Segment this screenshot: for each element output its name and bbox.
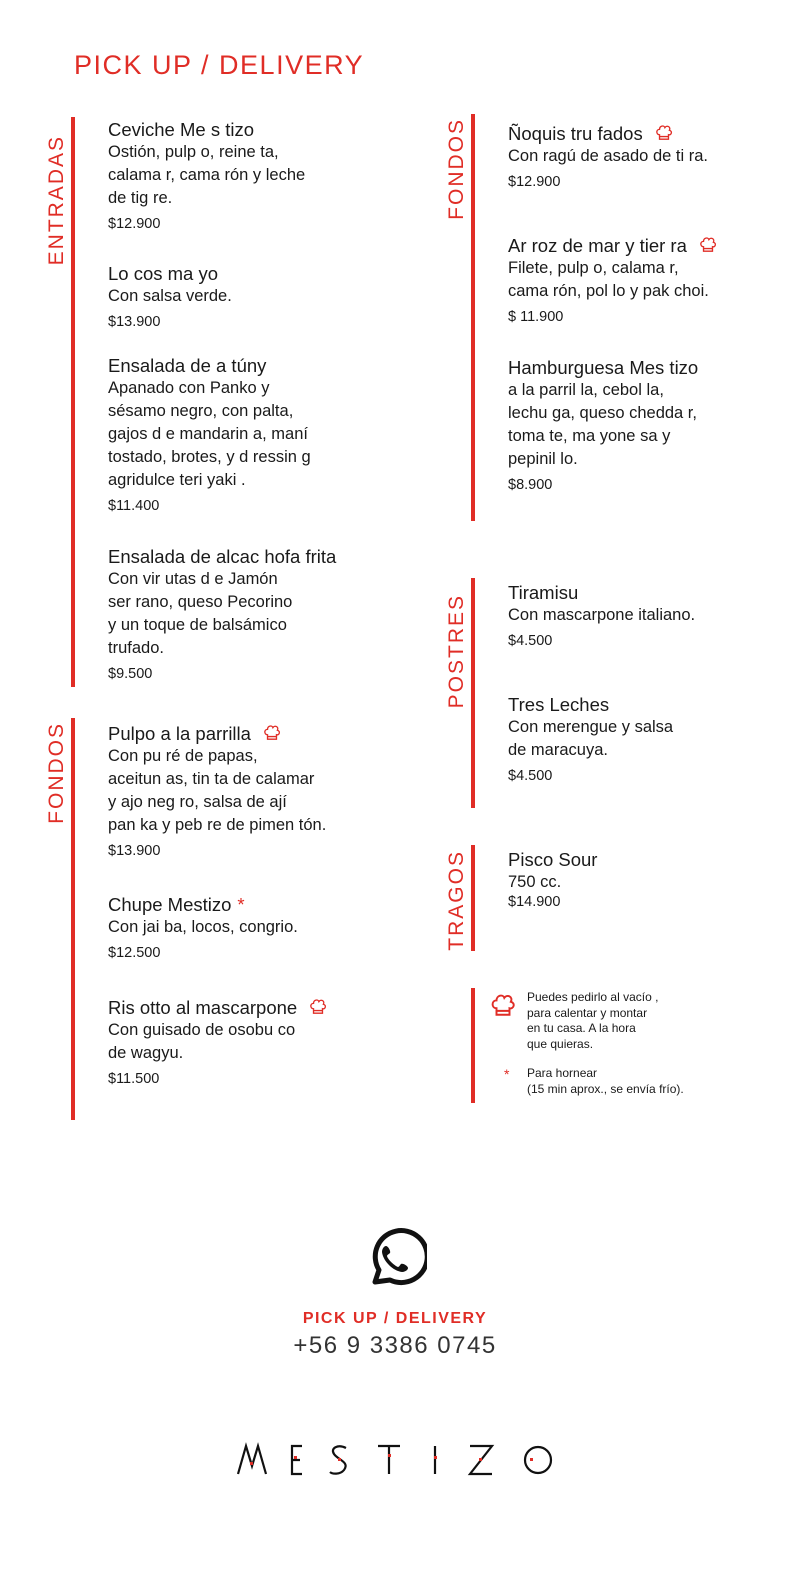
mestizo-logo — [230, 1432, 560, 1492]
item-price: $12.900 — [508, 174, 561, 190]
item-price: $9.500 — [108, 666, 153, 682]
section-label-fondos: FONDOS — [45, 722, 68, 824]
section-bar-tragos — [471, 845, 475, 951]
item-name: Tres Leches — [508, 694, 610, 715]
item-name: Ensalada de a túny — [108, 355, 267, 376]
item-name: Pisco Sour — [508, 849, 598, 870]
menu-item — [508, 581, 768, 649]
item-desc: Con merengue y salsa de maracuya. — [508, 718, 674, 759]
page-title: PICK UP / DELIVERY — [74, 50, 365, 80]
whatsapp-icon — [363, 1227, 427, 1291]
item-price: $4.500 — [508, 633, 553, 649]
item-desc: Con ragú de asado de ti ra. — [508, 147, 708, 165]
item-price: $11.500 — [108, 1071, 160, 1087]
menu-item — [108, 545, 408, 682]
section-label-fondos-right: FONDOS — [445, 118, 468, 220]
item-desc: Ostión, pulp o, reine ta, calama r, cama rón y leche de tig re. — [108, 143, 306, 207]
section-bar-fondos-right — [471, 114, 475, 521]
item-desc: Con mascarpone italiano. — [508, 606, 696, 624]
contact-title: PICK UP / DELIVERY — [302, 1310, 488, 1327]
item-price: $12.500 — [108, 945, 161, 961]
section-bar-legend — [471, 988, 475, 1103]
menu-item — [508, 356, 768, 493]
chef-hat-icon — [263, 724, 281, 741]
item-desc: Apanado con Panko y sésamo negro, con palta, gajos d e mandarin a, maní tostado, brotes, y d ressin g agridulce teri yaki . — [108, 379, 311, 489]
item-name: Ar roz de mar y tier ra — [508, 234, 768, 257]
legend — [490, 990, 710, 1097]
section-bar-postres — [471, 578, 475, 808]
item-desc: Con pu ré de papas, aceitun as, tin ta de calamar y ajo neg ro, salsa de ají pan ka y peb re de pimen tón. — [108, 747, 327, 834]
chef-hat-icon — [699, 236, 717, 253]
item-desc: a la parril la, cebol la, lechu ga, queso chedda r, toma te, ma yone sa y pepinil lo. — [508, 381, 697, 468]
section-bar-fondos — [71, 718, 75, 1120]
asterisk-mark: * — [504, 1066, 510, 1082]
item-name: Lo cos ma yo — [108, 263, 219, 284]
item-price: $14.900 — [508, 894, 561, 910]
item-name: Ris otto al mascarpone — [108, 996, 408, 1019]
menu-item — [108, 262, 408, 330]
item-name: Pulpo a la parrilla — [108, 722, 408, 745]
chef-hat-icon — [490, 992, 516, 1018]
item-price: $13.900 — [108, 843, 161, 859]
item-desc: Con jai ba, locos, congrio. — [108, 918, 298, 936]
item-price: $4.500 — [508, 768, 553, 784]
item-price: $12.900 — [108, 216, 161, 232]
menu-item — [108, 996, 408, 1087]
item-name: Ensalada de alcac hofa frita — [108, 546, 337, 567]
menu-item — [108, 722, 408, 859]
menu-item — [108, 354, 408, 514]
item-name: Hamburguesa Mes tizo — [508, 357, 699, 378]
item-name: Chupe Mestizo * — [108, 894, 245, 915]
legend-asterisk-note: * Para hornear (15 min aprox., se envía frío). — [504, 1066, 684, 1096]
item-name: Ceviche Me s tizo — [108, 119, 254, 140]
menu-item — [508, 848, 768, 910]
item-desc: Con vir utas d e Jamón ser rano, queso Pecorino y un toque de balsámico trufado. — [108, 570, 293, 657]
menu-item — [108, 893, 408, 961]
chef-hat-icon — [309, 998, 327, 1015]
chef-hat-icon — [655, 124, 673, 141]
item-price: $ 11.900 — [508, 309, 564, 325]
section-label-postres: POSTRES — [445, 594, 468, 709]
menu-item — [108, 118, 408, 232]
phone-number[interactable]: +56 9 3386 0745 — [293, 1332, 497, 1359]
menu-item — [508, 693, 768, 784]
item-desc: Filete, pulp o, calama r, cama rón, pol lo y pak choi. — [508, 259, 709, 300]
asterisk-mark: * — [237, 894, 245, 915]
contact-box — [250, 1205, 540, 1395]
item-price: $11.400 — [108, 498, 160, 514]
section-bar-entradas — [71, 117, 75, 687]
item-desc: Con guisado de osobu co de wagyu. — [108, 1021, 296, 1062]
item-desc: Con salsa verde. — [108, 287, 232, 305]
section-label-tragos: TRAGOS — [445, 850, 468, 951]
item-name: Ñoquis tru fados — [508, 122, 768, 145]
item-desc: 750 cc. — [508, 873, 562, 891]
section-label-entradas: ENTRADAS — [45, 135, 68, 266]
legend-chef-note: Puedes pedirlo al vacío , para calentar y montar en tu casa. A la hora que quieras. — [490, 990, 710, 1052]
item-name: Tiramisu — [508, 582, 579, 603]
item-price: $13.900 — [108, 314, 161, 330]
menu-item — [508, 234, 768, 325]
menu-item — [508, 122, 768, 190]
item-price: $8.900 — [508, 477, 553, 493]
